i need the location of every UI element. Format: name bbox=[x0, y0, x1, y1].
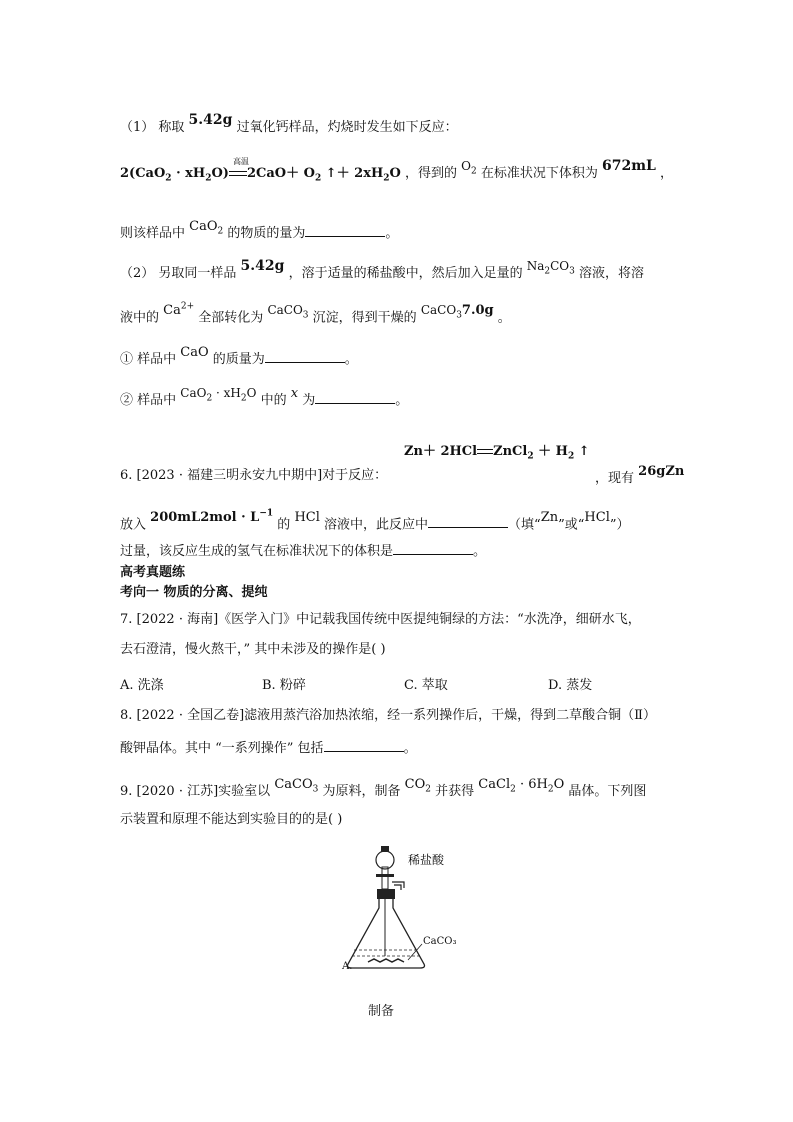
co2-formula: $CO_2$ bbox=[404, 777, 431, 795]
figure-caption: 制备 bbox=[368, 1004, 395, 1019]
caco3-formula: CaCO$_3$ bbox=[274, 777, 319, 795]
answer-blank[interactable] bbox=[305, 222, 385, 237]
volume-value: 672mL bbox=[602, 158, 656, 174]
answer-blank[interactable] bbox=[315, 389, 395, 404]
q6-equation: Zn＋ 2HCl ZnCl$_2$ ＋ $H_2$ ↑ bbox=[404, 444, 590, 462]
q-sample-sub1: ① 样品中 CaO 的质量为 。 bbox=[120, 345, 358, 367]
q9-line1: 9. [2020 · 江苏]实验室以 CaCO$_3$ 为原料，制备 $CO_2$ 并获得 CaCl$_2$ · $6H_2O$ 晶体。下列图 bbox=[120, 777, 647, 799]
mass-value: 5.42g bbox=[188, 112, 233, 128]
q-sample-part2-line2: 液中的 $Ca^{2+}$ 全部转化为 CaCO$_3$ 沉淀，得到干燥的 CaCO$_3$7.0g 。 bbox=[120, 302, 511, 326]
q6-line3: 过量，该反应生成的氢气在标准状况下的体积是 。 bbox=[120, 540, 486, 561]
q-sample-sub2: ② 样品中 $CaO_2 \cdot xH_2O$ 中的 x 为 。 bbox=[120, 386, 409, 408]
q9-line2: 示装置和原理不能达到实验目的的是( ) bbox=[120, 812, 343, 827]
q-sample-part2-line1: （2） 另取同一样品 5.42g ，溶于适量的稀盐酸中，然后加入足量的 $Na_2CO_3$ 溶液，将溶 bbox=[120, 258, 645, 281]
option-b[interactable]: B. 粉碎 bbox=[262, 678, 306, 693]
caco3-label: CaCO₃ bbox=[423, 936, 457, 947]
option-label: A. bbox=[342, 961, 353, 972]
q-sample-part1-line1: （1） 称取 5.42g 过氧化钙样品，灼烧时发生如下反应： bbox=[120, 112, 458, 135]
apparatus-figure bbox=[330, 838, 480, 978]
q6-line1: 6. [2023 · 福建三明永安九中期中]对于反应： bbox=[120, 468, 388, 483]
reaction-condition: 高温 bbox=[229, 165, 247, 183]
answer-blank[interactable] bbox=[265, 348, 345, 363]
o2-formula: $O_2$ bbox=[461, 159, 477, 177]
q-sample-part1-line3: 则该样品中 CaO$_2$ 的物质的量为 。 bbox=[120, 219, 399, 241]
q7-line2: 去石澄清，慢火熬干，” 其中未涉及的操作是( ) bbox=[120, 642, 386, 657]
calcium-ion: $Ca^{2+}$ bbox=[163, 302, 195, 319]
section-subtitle: 考向一 物质的分离、提纯 bbox=[120, 585, 268, 600]
option-a[interactable]: A. 洗涤 bbox=[120, 678, 164, 693]
q7-options bbox=[120, 677, 640, 695]
na2co3-formula: $Na_2CO_3$ bbox=[526, 259, 575, 277]
answer-blank[interactable] bbox=[428, 513, 508, 528]
q-sample-equation-line: $2(CaO_2 \cdot xH_2O)$ 高温 $2CaO+ O_2$ ↑＋ $2xH_2O$ ，得到的 $O_2$ 在标准状况下体积为 672mL ， bbox=[120, 157, 674, 184]
equation-left: $2(CaO_2 \cdot xH_2O)$ bbox=[120, 166, 229, 184]
equation-right: $2CaO+ O_2$ ↑＋ $2xH_2O$ bbox=[246, 166, 401, 184]
cacl2-hydrate-formula: CaCl$_2$ · $6H_2O$ bbox=[478, 777, 565, 795]
acid-label: 稀盐酸 bbox=[408, 853, 445, 867]
q8-line2: 酸钾晶体。其中 “一系列操作” 包括 。 bbox=[120, 737, 417, 758]
option-d[interactable]: D. 蒸发 bbox=[548, 678, 593, 693]
section-title: 高考真题练 bbox=[120, 565, 186, 580]
cao2-formula: CaO$_2$ bbox=[189, 219, 224, 237]
q7-line1: 7. [2022 · 海南]《医学入门》中记载我国传统中医提纯铜绿的方法：“水洗净，细研水飞， bbox=[120, 612, 641, 627]
option-c[interactable]: C. 萃取 bbox=[404, 678, 448, 693]
q6-line1-right: ，现有 26gZn bbox=[595, 464, 685, 486]
answer-blank[interactable] bbox=[324, 737, 404, 752]
answer-blank[interactable] bbox=[393, 540, 473, 555]
q8-line1: 8. [2022 · 全国乙卷]滤液用蒸汽浴加热浓缩，经一系列操作后，干燥，得到二草酸合铜（Ⅱ） bbox=[120, 708, 656, 723]
caco3-formula: CaCO$_3$ bbox=[267, 303, 309, 321]
concentration: $200mL2mol \cdot L^{-1}$ bbox=[150, 509, 274, 526]
caco3-mass: CaCO$_3$7.0g bbox=[420, 303, 494, 321]
cao2-hydrate-formula: $CaO_2 \cdot xH_2O$ bbox=[180, 386, 257, 404]
q6-line2: 放入 $200mL2mol \cdot L^{-1}$ 的 HCl 溶液中，此反应中 （填“Zn”或“HCl”） bbox=[120, 509, 630, 533]
